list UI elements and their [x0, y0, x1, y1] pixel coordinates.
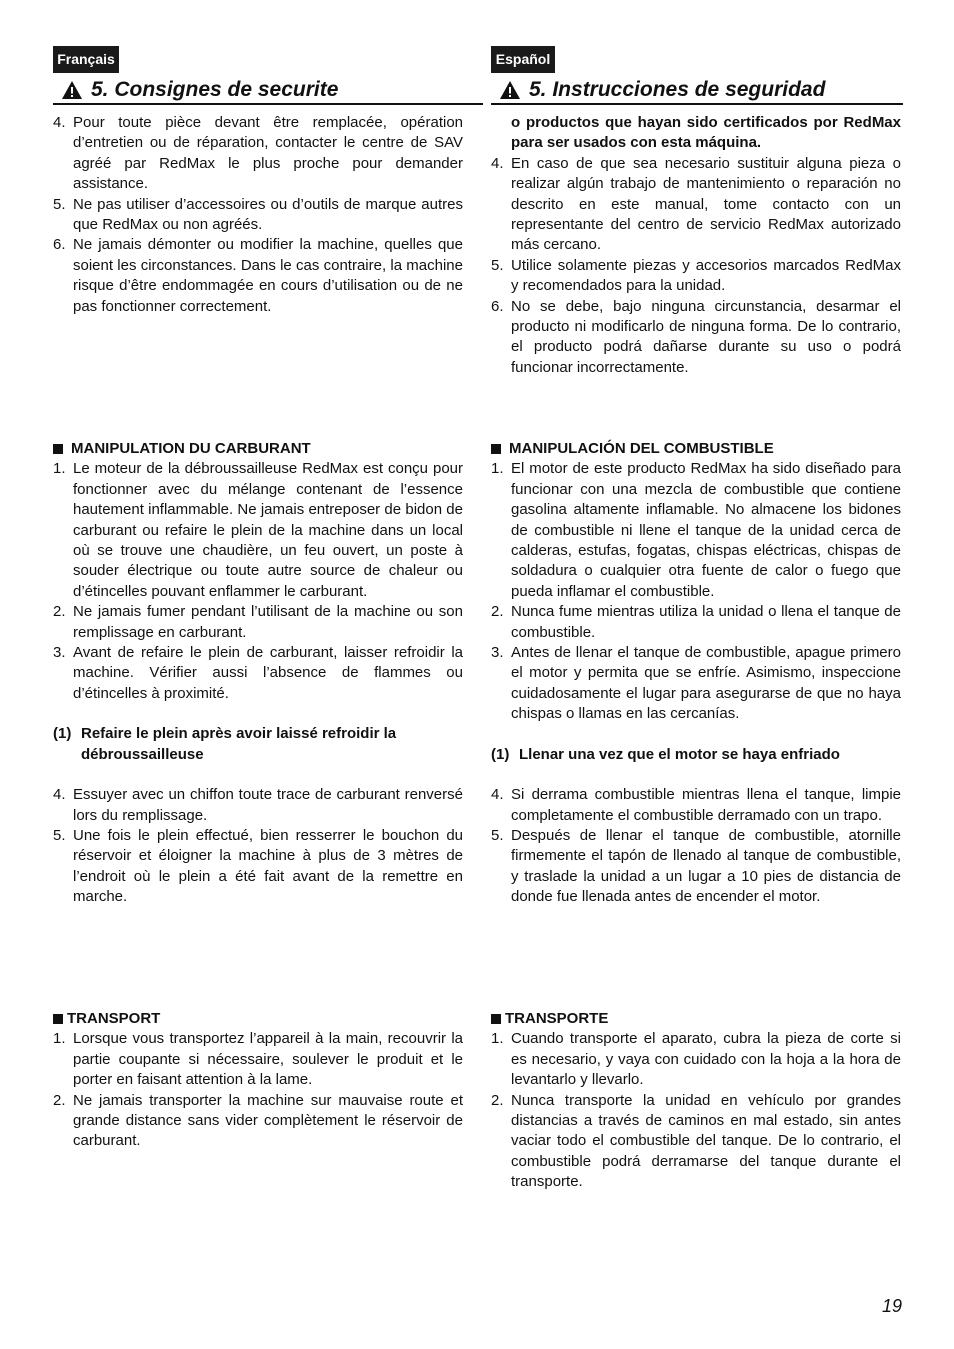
square-bullet-icon — [491, 1014, 501, 1024]
square-bullet-icon — [491, 444, 501, 454]
title-underline-spanish — [491, 103, 903, 105]
section-heading: MANIPULATION DU CARBURANT — [53, 439, 463, 459]
list-item: 2. Nunca fume mientras utiliza la unidad o llena el tanque de combustible. — [491, 603, 901, 641]
square-bullet-icon — [53, 1014, 63, 1024]
list-item: 5. Ne pas utiliser d’accessoires ou d’outils de marque autres que RedMax ou non agréés. — [53, 195, 463, 234]
square-bullet-icon — [53, 444, 63, 454]
list-item: 2. Ne jamais transporter la machine sur mauvaise route et grande distance sans vider complètement le réservoir de carburant. — [53, 1091, 463, 1150]
section-heading: TRANSPORT — [53, 1009, 463, 1029]
page-title: 5. Instrucciones de seguridad — [529, 78, 826, 101]
section-heading: TRANSPORTE — [491, 1009, 901, 1029]
transport-section-french — [53, 1009, 463, 1152]
list-item: 1. Lorsque vous transportez l’appareil à la main, recouvrir la partie coupante si nécessaire, soulever le produit et le porter en faisant attention à la lame. — [53, 1030, 463, 1089]
intro-list-spanish — [491, 113, 901, 378]
list-item: 3. Antes de llenar el tanque de combustible, apague primero el motor y permita que se enfríe. Asimismo, inspeccione cuidadosamente el lugar para asegurarse de que no haya chispas o llamas en las cercanías. — [491, 644, 901, 723]
page-number: 19 — [881, 1296, 902, 1316]
sub-heading: (1) Refaire le plein après avoir laissé refroidir la débroussailleuse — [53, 725, 397, 763]
list-item: 6. No se debe, bajo ninguna circunstancia, desarmar el producto ni modificarlo de ninguna forma. De lo contrario, el producto podrá dañarse durante su uso o podrá funcionar incorrectamente. — [491, 297, 901, 376]
list-item: 3. Avant de refaire le plein de carburant, laisser refroidir la machine. Vérifier aussi l’absence de flammes ou d’étincelles à proximité. — [53, 644, 463, 702]
list-item: 2. Nunca transporte la unidad en vehículo por grandes distancias a través de caminos en mal estado, sin antes vaciar todo el combustible del tanque. De lo contrario, el combustible podrá derramarse del tanque durante el transporte. — [491, 1091, 901, 1191]
section-heading: MANIPULACIÓN DEL COMBUSTIBLE — [491, 439, 901, 459]
section-title-spanish — [491, 76, 901, 104]
list-item: 4. Essuyer avec un chiffon toute trace de carburant renversé lors du remplissage. — [53, 786, 463, 824]
intro-list-french — [53, 113, 463, 317]
title-underline-french — [53, 103, 483, 105]
intro-continuation: o productos que hayan sido certificados por RedMax para ser usados con esta máquina. — [511, 114, 901, 152]
transport-section-spanish — [491, 1009, 901, 1193]
page-title: 5. Consignes de securite — [91, 78, 339, 101]
list-item: 5. Utilice solamente piezas y accesorios marcados RedMax y recomendados para la unidad. — [491, 256, 901, 295]
list-item: 5. Une fois le plein effectué, bien resserrer le bouchon du réservoir et éloigner la machine à plus de 3 mètres de l’endroit où le plein a été fait avant de la remettre en marche. — [53, 826, 463, 906]
section-title-french — [53, 76, 463, 104]
list-item: 1. Cuando transporte el aparato, cubra la pieza de corte si es necesario, y vaya con cuidado con la hoja a la hora de levantarlo y llevarlo. — [491, 1030, 901, 1089]
language-tab-spanish: Español — [491, 46, 555, 73]
list-item: 4. Si derrama combustible mientras llena el tanque, limpie completamente el combustible derramado con un trapo. — [491, 786, 901, 824]
warning-icon — [61, 80, 83, 100]
warning-icon — [499, 80, 521, 100]
list-item: 4. En caso de que sea necesario sustituir alguna pieza o realizar algún trabajo de mantenimiento o reparación no descrito en este manual, tome contacto con un representante del centro de servicio RedMax autorizado más cercano. — [491, 154, 901, 254]
list-item: 5. Después de llenar el tanque de combustible, atornille firmemente el tapón de llenado al tanque de combustible, y traslade la unidad a un lugar a 10 pies de distancia de donde fue llenada antes de encender el motor. — [491, 826, 901, 906]
list-item: 1. El motor de este producto RedMax ha sido diseñado para funcionar con una mezcla de combustible que contiene gasolina altamente inflamable. No almacene los bidones de combustible ni llene el tanque de la unidad cerca de calderas, estufas, fogatas, chispas eléctricas, chispas de soldadura o cualquier otra fuente de calor o fuego que pueda inflamar el combustible. — [491, 460, 901, 600]
language-tab-french: Français — [53, 46, 119, 73]
fuel-section-french — [53, 439, 463, 908]
list-item: 4. Pour toute pièce devant être remplacée, opération d’entretien ou de réparation, contacter le centre de SAV agréé par RedMax le plus proche pour demander assistance. — [53, 114, 463, 193]
sub-heading: (1) Llenar una vez que el motor se haya enfriado — [491, 745, 840, 763]
list-item: 6. Ne jamais démonter ou modifier la machine, quelles que soient les circonstances. Dans le cas contraire, la machine risque d’être endommagée en cours d’utilisation ou de ne pas fonctionner correctement. — [53, 236, 463, 315]
list-item: 2. Ne jamais fumer pendant l’utilisant de la machine ou son remplissage en carburant. — [53, 603, 463, 641]
list-item: 1. Le moteur de la débroussailleuse RedMax est conçu pour fonctionner avec du mélange contenant de l’essence hautement inflammable. Ne jamais entreposer de bidon de carburant ou refaire le plein de la machine dans un local où se trouve une chaudière, un feu ouvert, un poste à souder électrique ou toute autre source de chaleur ou d’étincelles pouvant enflammer le carburant. — [53, 460, 463, 600]
fuel-section-spanish — [491, 439, 901, 908]
